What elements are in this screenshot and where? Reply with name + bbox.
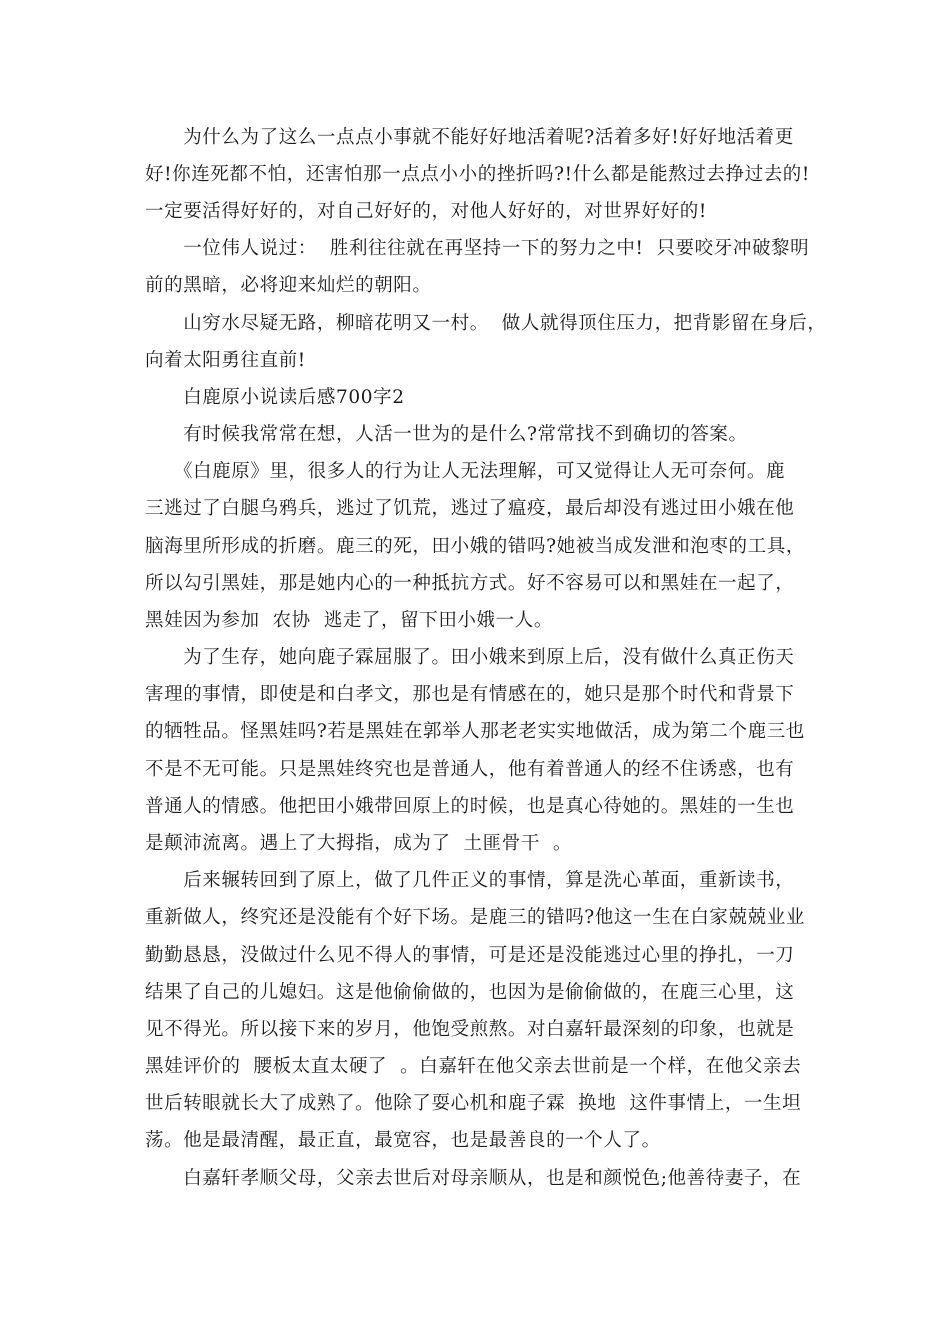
text-line: 为什么为了这么一点点小事就不能好好地活着呢?活着多好!好好地活着更 — [145, 127, 794, 148]
text-line: 的牺牲品。怪黑娃吗?若是黑娃在郭举人那老老实实地做活，成为第二个鹿三也 — [145, 721, 805, 742]
text-line: 向着太阳勇往直前! — [145, 350, 306, 371]
text-line: 世后转眼就长大了成熟了。他除了耍心机和鹿子霖 换地 这件事情上，一生坦 — [145, 1093, 802, 1114]
text-line: 为了生存，她向鹿子霖屈服了。田小娥来到原上后，没有做什么真正伤天 — [145, 647, 795, 668]
section-heading: 白鹿原小说读后感700字2 — [145, 387, 405, 408]
text-line: 黑娃评价的 腰板太直太硬了 。白嘉轩在他父亲去世前是一个样，在他父亲去 — [145, 1056, 802, 1077]
text-line: 一定要活得好好的，对自己好好的，对他人好好的，对世界好好的! — [145, 201, 707, 222]
text-line: 结果了自己的儿媳妇。这是他偷偷做的，也因为是偷偷做的，在鹿三心里，这 — [145, 982, 795, 1003]
text-line: 好!你连死都不怕，还害怕那一点点小小的挫折吗?!什么都是能熬过去挣过去的! — [145, 164, 810, 185]
text-line: 害理的事情，即使是和白孝文，那也是有情感在的，她只是那个时代和背景下 — [145, 684, 795, 705]
text-line: 不是不无可能。只是黑娃终究也是普通人，他有着普通人的经不住诱惑，也有 — [145, 759, 795, 780]
text-line: 《白鹿原》里，很多人的行为让人无法理解，可又觉得让人无可奈何。鹿 — [145, 461, 786, 482]
text-line: 后来辗转回到了原上，做了几件正义的事情，算是洗心革面，重新读书， — [145, 870, 795, 891]
text-line: 所以勾引黑娃，那是她内心的一种抵抗方式。好不容易可以和黑娃在一起了， — [145, 573, 795, 594]
text-line: 见不得光。所以接下来的岁月，他饱受煎熬。对白嘉轩最深刻的印象，也就是 — [145, 1019, 795, 1040]
text-line: 普通人的情感。他把田小娥带回原上的时候，也是真心待她的。黑娃的一生也 — [145, 796, 795, 817]
text-line: 白嘉轩孝顺父母，父亲去世后对母亲顺从，也是和颜悦色;他善待妻子，在 — [145, 1168, 802, 1189]
text-line: 前的黑暗，必将迎来灿烂的朝阳。 — [145, 275, 432, 296]
text-line: 一位伟人说过： 胜利往往就在再坚持一下的努力之中! 只要咬牙冲破黎明 — [145, 238, 810, 259]
text-line: 黑娃因为参加 农协 逃走了，留下田小娥一人。 — [145, 610, 553, 631]
text-line: 脑海里所形成的折磨。鹿三的死，田小娥的错吗?她被当成发泄和泡枣的工具， — [145, 536, 805, 557]
text-line: 荡。他是最清醒，最正直，最宽容，也是最善良的一个人了。 — [145, 1130, 661, 1151]
text-line: 山穷水尽疑无路，柳暗花明又一村。 做人就得顶住压力，把背影留在身后， — [145, 313, 827, 334]
text-line: 是颠沛流离。遇上了大拇指，成为了 土匪骨干 。 — [145, 833, 573, 854]
text-line: 有时候我常常在想，人活一世为的是什么?常常找不到确切的答案。 — [145, 424, 748, 445]
text-line: 重新做人，终究还是没能有个好下场。是鹿三的错吗?他这一生在白家兢兢业业 — [145, 907, 805, 928]
text-line: 三逃过了白腿乌鸦兵，逃过了饥荒，逃过了瘟疫，最后却没有逃过田小娥在他 — [145, 498, 795, 519]
text-line: 勤勤恳恳，没做过什么见不得人的事情，可是还是没能逃过心里的挣扎，一刀 — [145, 945, 795, 966]
